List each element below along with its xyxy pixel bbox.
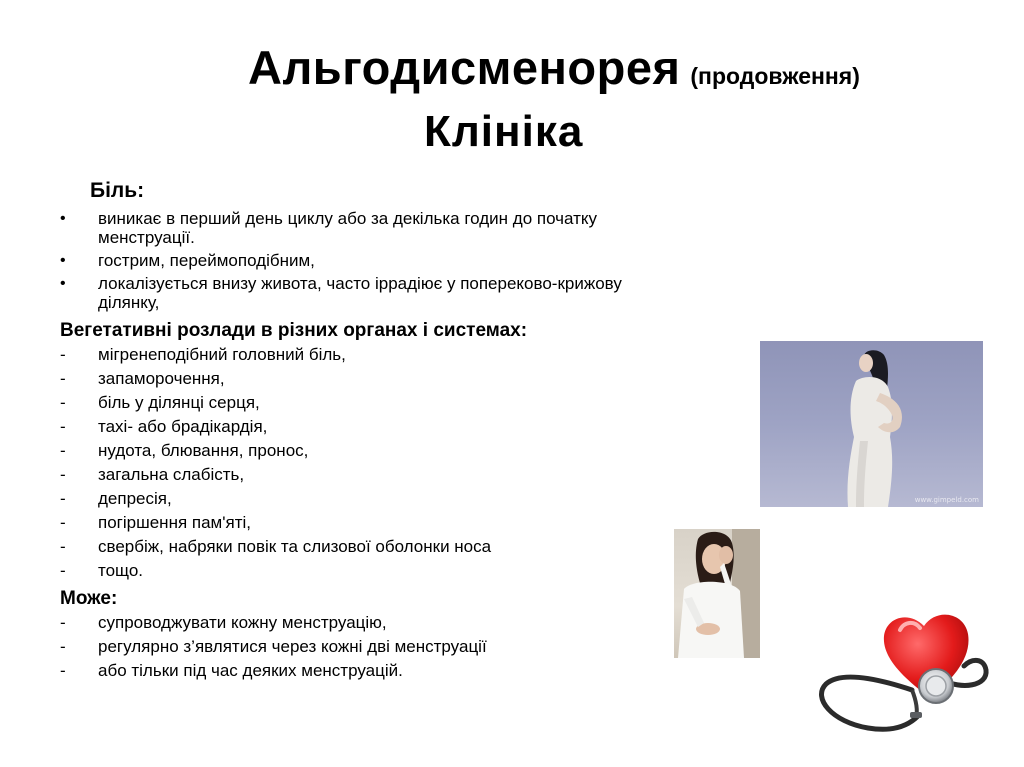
woman-headache-photo: [674, 529, 760, 658]
woman-back-pain-photo: [760, 341, 983, 507]
vegetative-list: [60, 345, 670, 580]
dash-mark: -: [60, 613, 66, 632]
may-list: [60, 613, 670, 680]
woman-back-pain-illustration: [760, 341, 983, 507]
vegetative-item: [60, 417, 670, 436]
vegetative-item: [60, 345, 670, 364]
title-main-text: Альгодисменорея: [248, 41, 681, 94]
vegetative-item-text: свербіж, набряки повік та слизової оболонки носа: [98, 537, 492, 556]
dash-mark: -: [60, 561, 66, 580]
title-note: (продовження): [690, 63, 860, 89]
may-item-text: супроводжувати кожну менструацію,: [98, 613, 387, 632]
heart-stethoscope-icon: [812, 600, 992, 740]
vegetative-item-text: тощо.: [98, 561, 144, 580]
vegetative-item-text: погіршення пам'яті,: [98, 513, 251, 532]
pain-item: [60, 274, 670, 312]
bullet-mark: •: [60, 275, 66, 292]
slide-content: [60, 180, 670, 685]
may-item: [60, 637, 670, 656]
vegetative-item: [60, 513, 670, 532]
bullet-mark: •: [60, 210, 66, 227]
may-item: [60, 613, 670, 632]
vegetative-item: [60, 489, 670, 508]
dash-mark: -: [60, 465, 66, 484]
dash-mark: -: [60, 513, 66, 532]
vegetative-item-text: нудота, блювання, пронос,: [98, 441, 309, 460]
photo-credit: www.gimpeld.com: [914, 496, 979, 504]
woman-headache-illustration: [674, 529, 760, 658]
dash-mark: -: [60, 417, 66, 436]
slide-subtitle: Клініка: [424, 107, 584, 156]
pain-item: [60, 251, 670, 270]
dash-mark: -: [60, 537, 66, 556]
slide-title: [248, 40, 860, 95]
vegetative-item-text: депресія,: [98, 489, 172, 508]
bullet-mark: •: [60, 252, 66, 269]
vegetative-item-text: тахі- або брадікардія,: [98, 417, 268, 436]
heart-icon: [812, 600, 992, 740]
pain-item-text: виникає в перший день циклу або за декілька годин до початку менструації.: [98, 209, 598, 247]
dash-mark: -: [60, 489, 66, 508]
vegetative-item: [60, 465, 670, 484]
vegetative-item: [60, 537, 670, 556]
pain-item-text: гострим, переймоподібним,: [98, 251, 315, 270]
dash-mark: -: [60, 345, 66, 364]
vegetative-item: [60, 369, 670, 388]
vegetative-item-text: біль у ділянці серця,: [98, 393, 260, 412]
dash-mark: -: [60, 369, 66, 388]
dash-mark: -: [60, 441, 66, 460]
dash-mark: -: [60, 637, 66, 656]
pain-heading: Біль:: [90, 179, 145, 202]
pain-item-text: локалізується внизу живота, часто іррадіює у попереково-крижову ділянку,: [98, 274, 622, 312]
may-item-text: регулярно з’являтися через кожні дві менструації: [98, 637, 487, 656]
dash-mark: -: [60, 661, 66, 680]
vegetative-heading: Вегетативні розлади в різних органах і системах:: [60, 320, 528, 341]
vegetative-item-text: запаморочення,: [98, 369, 225, 388]
vegetative-item: [60, 441, 670, 460]
vegetative-item: [60, 393, 670, 412]
may-heading: Може:: [60, 588, 118, 609]
vegetative-item-text: загальна слабість,: [98, 465, 245, 484]
pain-list: [60, 209, 670, 312]
may-item-text: або тільки під час деяких менструацій.: [98, 661, 403, 680]
vegetative-item-text: мігренеподібний головний біль,: [98, 345, 346, 364]
pain-item: [60, 209, 670, 247]
may-item: [60, 661, 670, 680]
dash-mark: -: [60, 393, 66, 412]
vegetative-item: [60, 561, 670, 580]
